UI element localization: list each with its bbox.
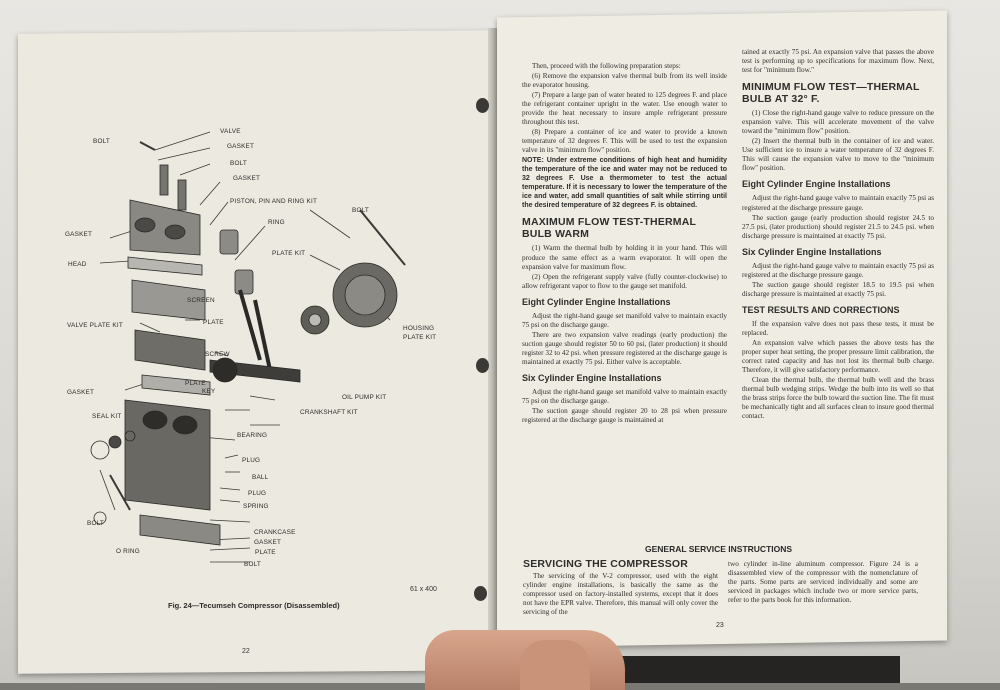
- continued-text: tained at exactly 75 psi. An expansion valve that passes the above test is performing up to specifications for maximum flow. Next, test for "minimum flow.": [742, 48, 934, 75]
- label-plug-1: PLUG: [242, 457, 261, 464]
- label-valve-plate-kit: VALVE PLATE KIT: [67, 322, 123, 329]
- servicing-section-2: [728, 560, 918, 606]
- label-valve: VALVE: [220, 128, 241, 135]
- label-key: KEY: [202, 388, 216, 395]
- six-cyl-min-2: The suction gauge should register 18.5 to 19.5 psi when discharge pressure is maintained at exactly 75 psi.: [742, 280, 934, 298]
- test-results-1: If the expansion valve does not pass these tests, it must be replaced.: [742, 319, 934, 337]
- label-gasket-4: GASKET: [254, 539, 282, 546]
- eight-cyl-text-2: There are two expansion valve readings (early production) the suction gauge should register 50 to 60 psi, (later production) it should register 32 to 42 psi. when pressure registered at the discharge gauge is maintained at exactly 75 psi. Either valve is acceptable.: [522, 330, 727, 366]
- page-number-right: 23: [716, 622, 724, 629]
- right-column-2: [742, 48, 934, 422]
- note-text: NOTE: Under extreme conditions of high heat and humidity the temperature of the ice and water may not be reduced to 32 degrees F. Use a thermometer to test the actual temperature. If it is necessary to lower the temperature of the ice and water, add small quantities of salt while stirring until the desired temperature of 32 degrees F. is obtained.: [522, 157, 727, 210]
- label-housing-plate-kit: PLATE KIT: [403, 334, 437, 341]
- label-gasket-left: GASKET: [65, 231, 93, 238]
- binder-hole: [476, 98, 489, 113]
- right-column-1: [522, 62, 727, 426]
- label-bearing: BEARING: [237, 432, 268, 439]
- label-bolt-2: BOLT: [230, 160, 248, 167]
- label-housing: HOUSING: [403, 325, 435, 332]
- eight-cyl-min-1: Adjust the right-hand gauge valve to maintain exactly 75 psi as registered at the discharge pressure gauge.: [742, 194, 934, 212]
- step-6: (6) Remove the expansion valve thermal bulb from its well inside the evaporator housing.: [522, 72, 727, 90]
- min-step-1: (1) Close the right-hand gauge valve to reduce pressure on the expansion valve. This will accelerate movement of the valve toward the "minimum flow" position.: [742, 109, 934, 136]
- min-flow-heading: MINIMUM FLOW TEST—THERMAL BULB AT 32° F.: [742, 81, 920, 106]
- book-cover-edge: [600, 656, 900, 683]
- six-cyl-heading: Six Cylinder Engine Installations: [522, 372, 662, 383]
- label-spring: SPRING: [243, 503, 269, 510]
- page-number-left: 22: [242, 648, 250, 655]
- servicing-text: The servicing of the V-2 compressor, used with the eight cylinder engine installations, is basically the same as the compressor used on factory-installed systems, except that it does not have the EPR valve. Therefore, this manual will only cover the servicing of the: [523, 572, 718, 617]
- label-piston-kit: PISTON, PIN AND RING KIT: [230, 198, 318, 205]
- figure-caption: Fig. 24—Tecumseh Compressor (Disassembled): [168, 601, 340, 610]
- step-7: (7) Prepare a large pan of water heated to 125 degrees F. and place the refrigerant container upright in the water. Use enough water to provide the heat necessary to insure ample refrigerant pressure throughout this test.: [522, 91, 727, 127]
- label-screw: SCREW: [205, 351, 230, 358]
- general-service-heading: GENERAL SERVICE INSTRUCTIONS: [645, 544, 793, 554]
- label-plate-kit: PLATE KIT: [272, 250, 306, 257]
- max-flow-heading: MAXIMUM FLOW TEST-THERMAL BULB WARM: [522, 216, 696, 241]
- label-plate-2: PLATE: [185, 380, 206, 387]
- label-gasket-3: GASKET: [67, 389, 95, 396]
- label-crankshaft-kit: CRANKSHAFT KIT: [300, 409, 358, 416]
- label-screen: SCREEN: [187, 297, 215, 304]
- label-ball: BALL: [252, 474, 269, 481]
- label-gasket-1: GASKET: [227, 143, 255, 150]
- eight-cyl-heading-2: Eight Cylinder Engine Installations: [742, 179, 891, 190]
- six-cyl-text-1: Adjust the right-hand gauge set manifold valve to maintain exactly 75 psi on the discharge gauge.: [522, 387, 727, 406]
- binder-hole: [476, 358, 489, 373]
- label-bolt-4: BOLT: [244, 561, 262, 568]
- six-cyl-min-1: Adjust the right-hand gauge valve to maintain exactly 75 psi as registered at the discharge pressure gauge.: [742, 261, 934, 279]
- max-step-2: (2) Open the refrigerant supply valve (fully counter-clockwise) to allow refrigerant vapor to flow to the gauge set manifold.: [522, 272, 727, 290]
- compressor-exploded-diagram: [60, 120, 460, 590]
- six-cyl-heading-2: Six Cylinder Engine Installations: [742, 246, 882, 257]
- label-head: HEAD: [68, 261, 87, 268]
- min-step-2: (2) Insert the thermal bulb in the container of ice and water. Use sufficient ice to insure a water temperature of 32 degrees F. This will cause the expansion valve to move to the "minimum flow" position.: [742, 137, 934, 173]
- six-cyl-text-2: The suction gauge should register 20 to 28 psi when pressure registered at the discharge gauge is maintained at: [522, 407, 727, 425]
- test-results-heading: TEST RESULTS AND CORRECTIONS: [742, 304, 900, 315]
- eight-cyl-text-1: Adjust the right-hand gauge set manifold valve to maintain exactly 75 psi on the discharge gauge.: [522, 311, 727, 329]
- label-oil-pump-kit: OIL PUMP KIT: [342, 394, 387, 401]
- eight-cyl-heading: Eight Cylinder Engine Installations: [522, 296, 671, 307]
- label-plate-3: PLATE: [255, 549, 276, 556]
- label-ring: RING: [268, 219, 285, 226]
- label-bolt-right: BOLT: [352, 207, 370, 214]
- label-gasket-2: GASKET: [233, 175, 261, 182]
- label-bolt-top: BOLT: [93, 138, 111, 145]
- intro-text: Then, proceed with the following preparation steps:: [532, 62, 681, 70]
- servicing-section: [523, 558, 718, 618]
- label-bolt-bottom: BOLT: [87, 520, 105, 527]
- label-seal-kit: SEAL KIT: [92, 413, 122, 420]
- eight-cyl-min-2: The suction gauge (early production should register 24.5 to 27.5 psi, (later production) should register 21.5 to 24.5 psi. when discharge pressure is maintained at exactly 75 psi.: [742, 213, 934, 240]
- label-o-ring: O RING: [116, 548, 140, 555]
- servicing-text-2: two cylinder in-line aluminum compressor. Figure 24 is a disassembled view of the compressor with the nomenclature of the parts. Some parts are serviced individually and some are serviced in packages which include two or more service parts, refer to the parts book for this information.: [728, 560, 918, 605]
- test-results-3: Clean the thermal bulb, the thermal bulb well and the brass thermal bulb wedging strips. Wedge the bulb into its well so that the brass strips force the bulb toward the suction line. The fit must be mechanically tight and all surfaces clean to insure good thermal contact.: [742, 376, 934, 421]
- label-plate: PLATE: [203, 319, 224, 326]
- label-crankcase: CRANKCASE: [254, 529, 296, 536]
- label-plug-2: PLUG: [248, 490, 267, 497]
- test-results-2: An expansion valve which passes the above tests has the proper super heat setting, the proper pressure limit calibration, the correct rated capacity and has not lost its thermal bulb charge. Therefore, it will give satisfactory performance.: [742, 338, 934, 375]
- step-8: (8) Prepare a container of ice and water to provide a known temperature of 32 degrees F. This will be used to test the expansion valve in its "minimum flow" position.: [522, 128, 727, 155]
- servicing-heading: SERVICING THE COMPRESSOR: [523, 558, 689, 570]
- max-step-1: (1) Warm the thermal bulb by holding it in your hand. This will produce the same effect as a warm evaporator. It will open the expansion valve for maximum flow.: [522, 244, 727, 271]
- figure-number: 61 x 400: [410, 586, 437, 593]
- binder-hole: [474, 586, 487, 601]
